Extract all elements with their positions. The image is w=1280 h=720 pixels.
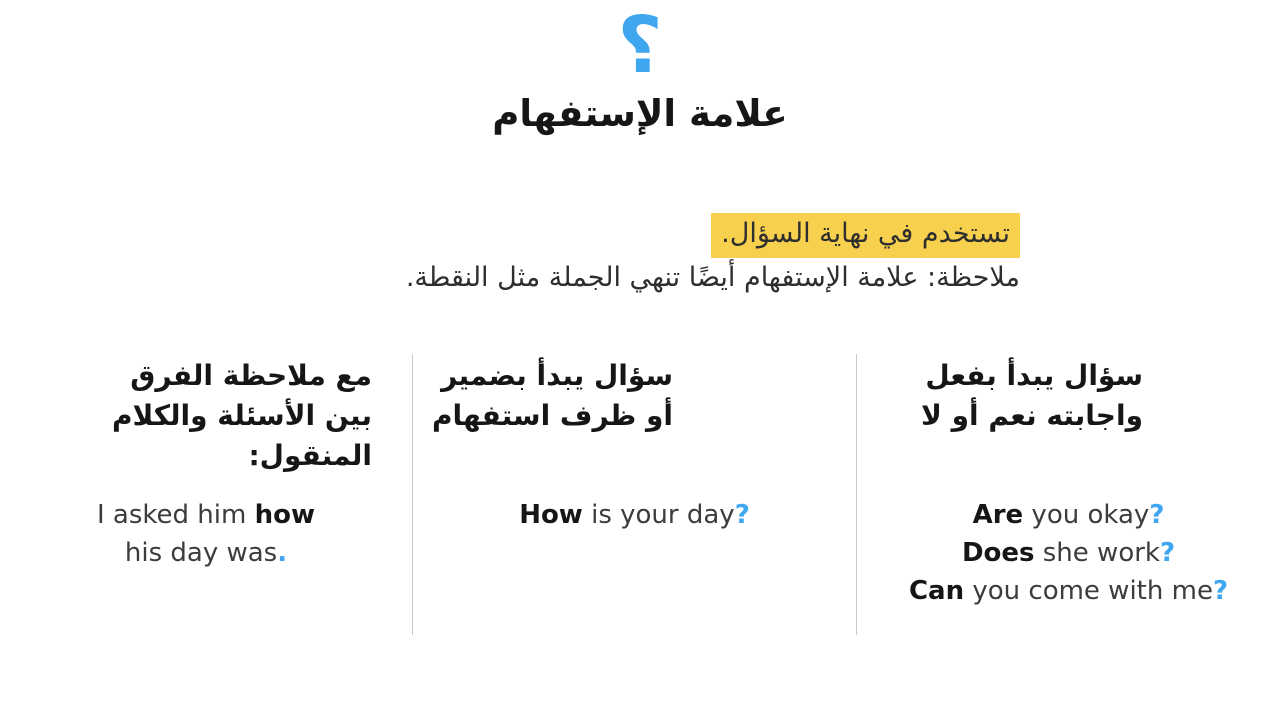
example-bold-word: Can (908, 576, 965, 606)
example-sentence (857, 572, 1280, 610)
note-text: ملاحظة: علامة الإستفهام أيضًا تنهي الجملة مثل النقطة. (405, 262, 1020, 293)
example-bold-word: how (254, 500, 315, 530)
example-text: is your day (582, 500, 735, 530)
page-title: علامة الإستفهام (492, 92, 788, 135)
column-pronoun-heading (413, 354, 856, 490)
heading-line: سؤال يبدأ بضمير (441, 359, 673, 392)
example-bold-word: How (519, 500, 583, 530)
column-pronoun-examples (413, 496, 856, 534)
column-divider (412, 354, 413, 635)
heading-line: المنقول: (248, 439, 372, 472)
column-reported-heading (0, 354, 412, 490)
column-verb-examples (857, 496, 1280, 610)
example-bold-word: Are (972, 500, 1024, 530)
example-text: she work (1034, 538, 1160, 568)
question-mark-accent: ? (1212, 576, 1229, 606)
intro-note-line (406, 258, 1020, 298)
example-text: I asked him (96, 500, 255, 530)
period-accent: . (277, 538, 288, 568)
columns-row (0, 354, 1280, 638)
example-sentence (0, 496, 412, 534)
example-text: you okay (1023, 500, 1150, 530)
column-reported-examples (0, 496, 412, 572)
example-sentence (857, 534, 1280, 572)
column-verb-question (857, 354, 1280, 638)
example-text: his day was (124, 538, 278, 568)
question-mark-accent: ? (1159, 538, 1176, 568)
example-sentence (0, 534, 412, 572)
example-sentence (413, 496, 856, 534)
heading-line: أو ظرف استفهام (431, 399, 673, 432)
column-divider (856, 354, 857, 635)
column-pronoun-question (413, 354, 856, 638)
question-mark-accent: ? (1149, 500, 1165, 530)
header (0, 0, 1280, 136)
example-text: you come with me (964, 576, 1213, 606)
intro-block (406, 213, 1020, 298)
column-verb-heading (857, 354, 1280, 490)
example-sentence (857, 496, 1280, 534)
heading-line: سؤال يبدأ بفعل (925, 359, 1143, 392)
intro-highlighted-line (406, 213, 1020, 258)
highlighted-text: تستخدم في نهاية السؤال. (711, 213, 1020, 258)
question-mark-icon: ؟ (617, 1, 663, 91)
heading-line: واجابته نعم أو لا (921, 399, 1143, 432)
question-mark-accent: ? (734, 500, 750, 530)
heading-line: بين الأسئلة والكلام (111, 399, 372, 432)
heading-line: مع ملاحظة الفرق (130, 359, 372, 392)
column-reported-speech (0, 354, 412, 638)
example-bold-word: Does (961, 538, 1035, 568)
